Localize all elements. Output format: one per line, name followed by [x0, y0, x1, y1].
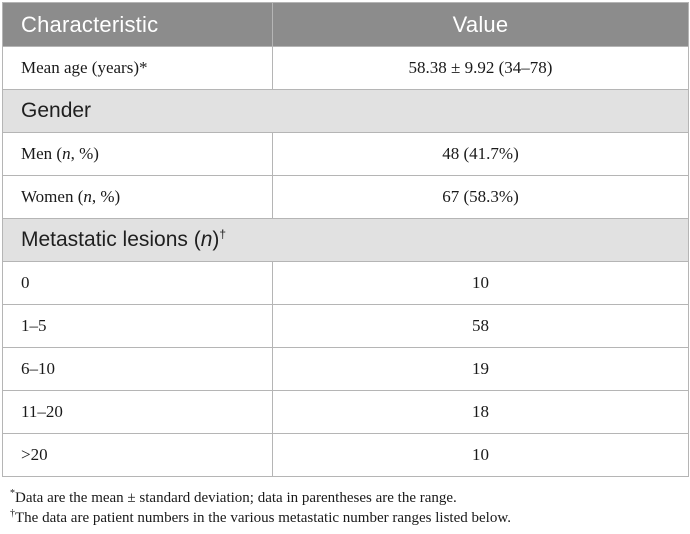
header-characteristic: Characteristic: [3, 3, 273, 47]
characteristics-table-container: [2, 2, 688, 477]
header-value: Value: [273, 3, 689, 47]
row-label: 0: [3, 262, 273, 305]
row-label: 6–10: [3, 348, 273, 391]
section-row-metastatic-lesions: [3, 219, 689, 262]
dagger-mark: †: [219, 227, 227, 241]
section-italic-n: n: [200, 228, 213, 251]
row-label: 11–20: [3, 391, 273, 434]
row-label: [3, 133, 273, 176]
row-value: 10: [273, 262, 689, 305]
row-label: 1–5: [3, 305, 273, 348]
table-row: [3, 391, 689, 434]
label-italic-n: n: [83, 187, 92, 206]
table-row-women: [3, 176, 689, 219]
row-value: 58: [273, 305, 689, 348]
table-header-row: [3, 3, 689, 47]
label-text: , %): [70, 144, 99, 163]
section-text: ): [212, 228, 220, 251]
footnote-mark: *: [10, 488, 15, 499]
row-value: 58.38 ± 9.92 (34–78): [273, 47, 689, 90]
row-value: 18: [273, 391, 689, 434]
label-italic-n: n: [62, 144, 71, 163]
table-row: [3, 262, 689, 305]
section-row-gender: [3, 90, 689, 133]
footnote-mark: †: [10, 508, 15, 519]
footnote-asterisk: [10, 488, 686, 508]
table-row: [3, 434, 689, 477]
table-row: [3, 348, 689, 391]
row-value: 10: [273, 434, 689, 477]
row-value: 19: [273, 348, 689, 391]
table-footnotes: [10, 488, 686, 528]
row-value: 48 (41.7%): [273, 133, 689, 176]
row-label: [3, 176, 273, 219]
label-text: Women (: [21, 187, 84, 206]
label-text: Men (: [21, 144, 63, 163]
section-text: Metastatic lesions (: [21, 228, 201, 251]
row-label: Mean age (years)*: [3, 47, 273, 90]
footnote-text: Data are the mean ± standard deviation; data in parentheses are the range.: [15, 490, 457, 506]
label-text: , %): [91, 187, 121, 206]
footnote-dagger: [10, 508, 686, 528]
footnote-text: The data are patient numbers in the various metastatic number ranges listed below.: [15, 510, 511, 526]
table-row-men: [3, 133, 689, 176]
table-row-mean-age: [3, 47, 689, 90]
section-label-metastatic-lesions: [3, 219, 689, 262]
row-label: >20: [3, 434, 273, 477]
characteristics-table: [2, 2, 689, 477]
row-value: 67 (58.3%): [273, 176, 689, 219]
table-row: [3, 305, 689, 348]
section-label-gender: Gender: [3, 90, 689, 133]
